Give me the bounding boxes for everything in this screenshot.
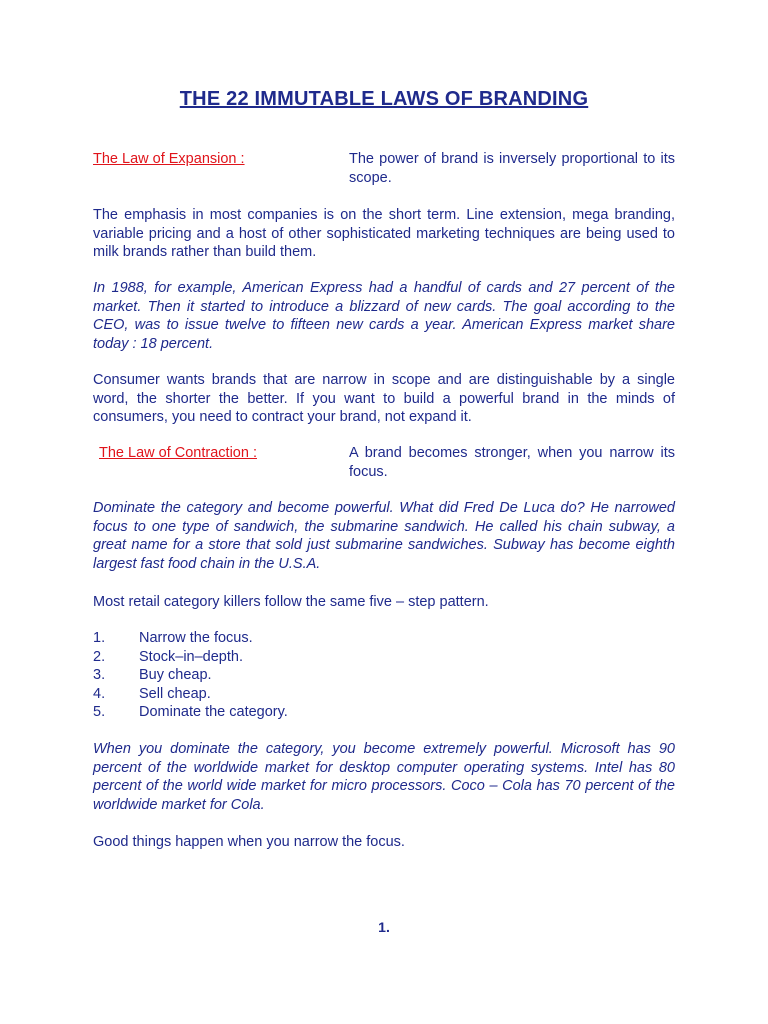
document-title: THE 22 IMMUTABLE LAWS OF BRANDING: [179, 88, 589, 110]
list-item-text: Buy cheap.: [139, 667, 212, 683]
list-item: [93, 648, 675, 667]
list-item: [93, 685, 675, 704]
five-step-list: [93, 629, 675, 722]
paragraph-dominate-category: When you dominate the category, you become extremely powerful. Microsoft has 90 percent of the worldwide market for desktop computer operating systems. Intel has 80 percent of the world wide market for micro processors. Coco – Cola has 70 percent of the worldwide market for Cola.: [93, 741, 675, 813]
list-item-number: 4.: [93, 685, 106, 702]
law-expansion-heading: The Law of Expansion :: [93, 151, 245, 167]
list-item: [93, 703, 675, 722]
list-item-text: Narrow the focus.: [139, 630, 253, 646]
list-item-text: Stock–in–depth.: [139, 648, 243, 665]
list-item-number: 2.: [93, 648, 106, 665]
law-contraction-description: A brand becomes stronger, when you narrow its focus.: [349, 445, 675, 480]
page-number: 1.: [378, 919, 390, 935]
paragraph-category-killers: Most retail category killers follow the same five – step pattern.: [93, 594, 489, 610]
law-contraction-heading: The Law of Contraction :: [99, 445, 257, 461]
list-item-number: 5.: [93, 704, 106, 720]
law-expansion-row: [93, 150, 675, 190]
list-item: [93, 629, 675, 648]
paragraph-good-things: Good things happen when you narrow the focus.: [93, 834, 405, 850]
list-item-number: 3.: [93, 667, 106, 683]
list-item-text: Dominate the category.: [139, 704, 288, 720]
paragraph-american-express: In 1988, for example, American Express had a handful of cards and 27 percent of the market. Then it started to introduce a blizzard of new cards. The goal according to the CEO, was to issue twelve to fifteen new cards a year. American Express market share today : 18 percent.: [93, 280, 675, 352]
paragraph-subway: Dominate the category and become powerful. What did Fred De Luca do? He narrowed focus to one type of sandwich, the submarine sandwich. He called his chain subway, a great name for a store that sold just submarine sandwiches. Subway has become eighth largest fast food chain in the U.S.A.: [93, 500, 675, 572]
paragraph-short-term: The emphasis in most companies is on the short term. Line extension, mega branding, variable pricing and a host of other sophisticated marketing techniques are being used to milk brands rather than build them.: [93, 207, 675, 260]
list-item: [93, 666, 675, 685]
list-item-number: 1.: [93, 630, 106, 646]
paragraph-consumer-wants: Consumer wants brands that are narrow in scope and are distinguishable by a single word, the shorter the better. If you want to build a powerful brand in the minds of consumers, you need to contract your brand, not expand it.: [93, 372, 675, 425]
list-item-text: Sell cheap.: [139, 685, 211, 702]
law-contraction-row: [93, 444, 675, 484]
law-expansion-description: The power of brand is inversely proportional to its scope.: [349, 151, 675, 186]
